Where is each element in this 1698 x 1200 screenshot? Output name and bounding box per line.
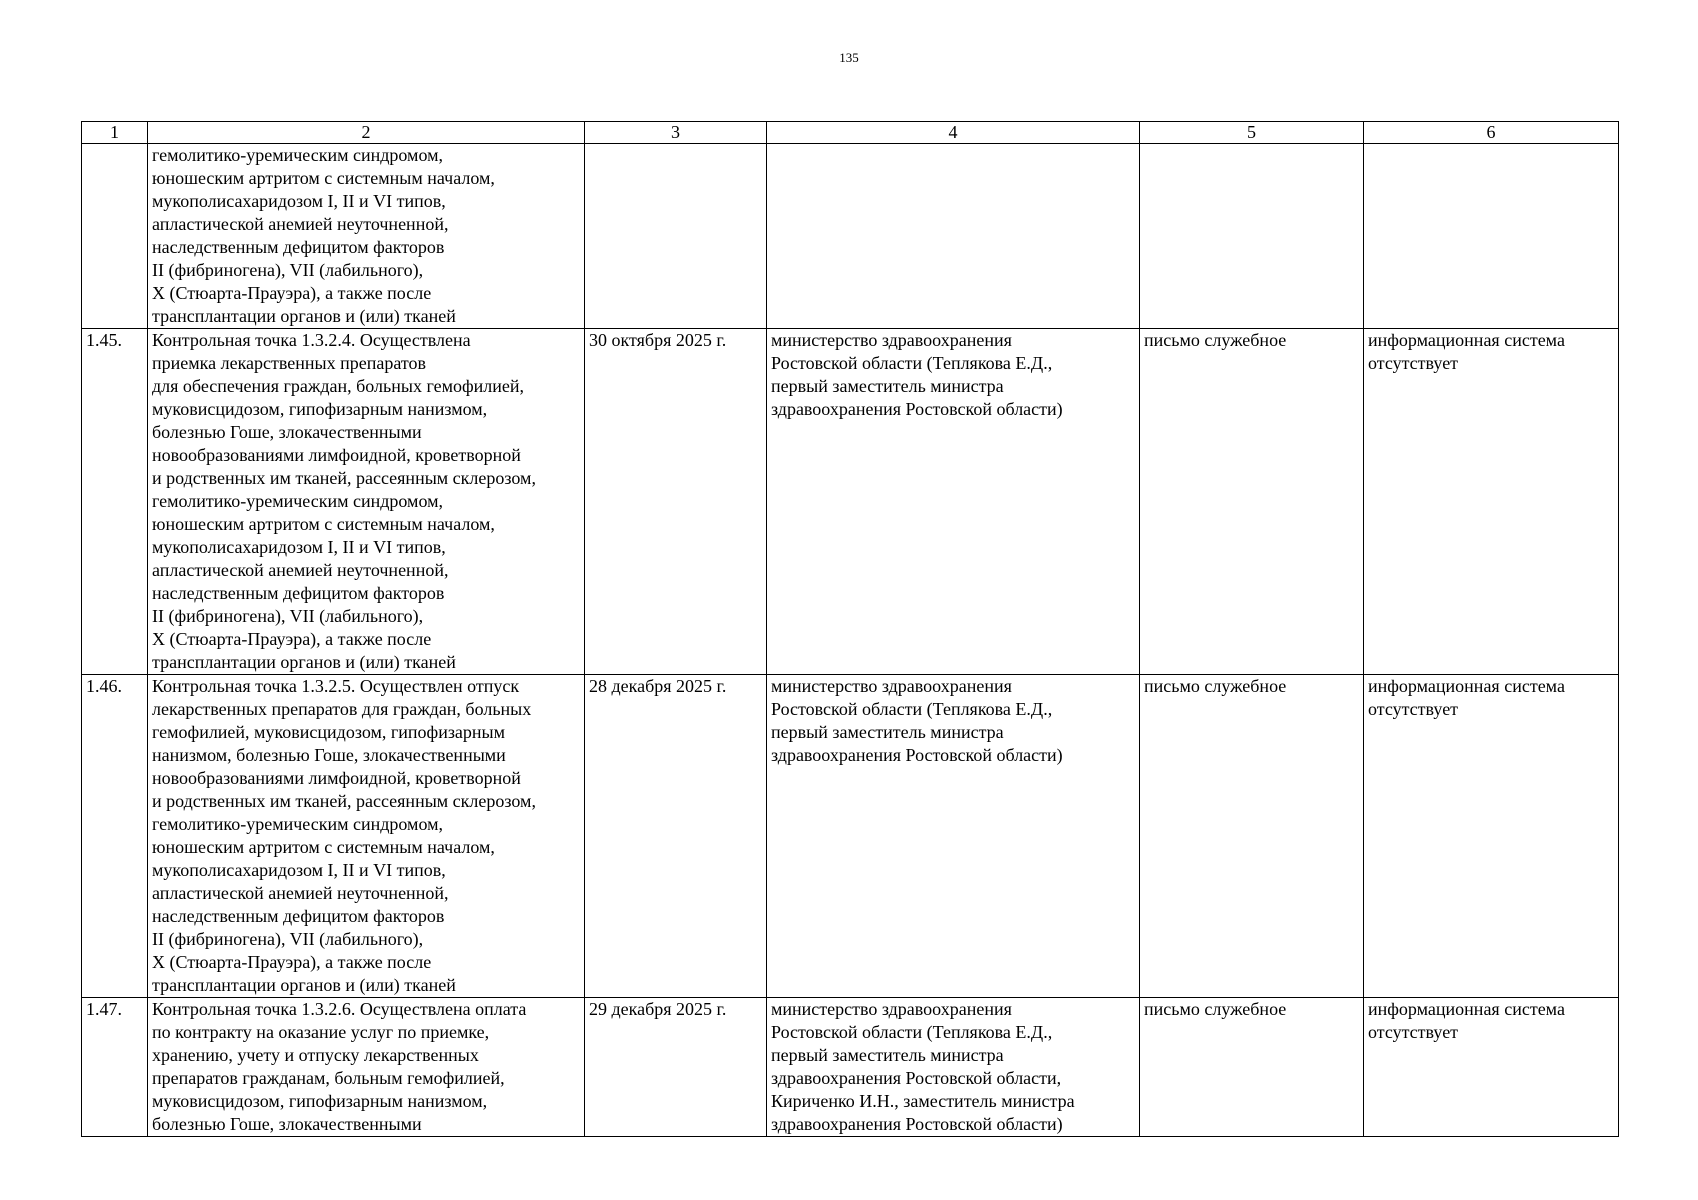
row-responsible — [767, 144, 1140, 329]
row-date: 29 декабря 2025 г. — [585, 998, 767, 1137]
row-description: гемолитико-уремическим синдромом, юношеским артритом с системным началом, мукополисахаридозом I, II и VI типов, апластической анемией неуточненной, наследственным дефицитом факторов II (фибриногена), VII (лабильного), X (Стюарта-Прауэра), а также после трансплантации органов и (или) тканей — [148, 144, 585, 329]
row-description: Контрольная точка 1.3.2.4. Осуществлена приемка лекарственных препаратов для обеспечения граждан, больных гемофилией, муковисцидозом, гипофизарным нанизмом, болезнью Гоше, злокачественными новообразованиями лимфоидной, кроветворной и родственных им тканей, рассеянным склерозом, гемолитико-уремическим синдромом, юношеским артритом с системным началом, мукополисахаридозом I, II и VI типов, апластической анемией неуточненной, наследственным дефицитом факторов II (фибриногена), VII (лабильного), X (Стюарта-Прауэра), а также после трансплантации органов и (или) тканей — [148, 329, 585, 675]
row-responsible: министерство здравоохранения Ростовской области (Теплякова Е.Д., первый заместитель министра здравоохранения Ростовской области) — [767, 329, 1140, 675]
row-date — [585, 144, 767, 329]
row-date: 30 октября 2025 г. — [585, 329, 767, 675]
table-body — [82, 144, 1619, 1137]
table-row — [82, 675, 1619, 998]
row-number: 1.45. — [82, 329, 148, 675]
row-number — [82, 144, 148, 329]
column-header-1: 1 — [82, 122, 148, 144]
row-responsible: министерство здравоохранения Ростовской области (Теплякова Е.Д., первый заместитель министра здравоохранения Ростовской области, Кириченко И.Н., заместитель министра здравоохранения Ростовской области) — [767, 998, 1140, 1137]
column-header-3: 3 — [585, 122, 767, 144]
column-header-2: 2 — [148, 122, 585, 144]
header-row — [82, 122, 1619, 144]
row-document — [1140, 144, 1364, 329]
plan-table — [81, 121, 1619, 1137]
column-header-6: 6 — [1364, 122, 1619, 144]
row-system — [1364, 144, 1619, 329]
table-header — [82, 122, 1619, 144]
table-row — [82, 144, 1619, 329]
row-date: 28 декабря 2025 г. — [585, 675, 767, 998]
row-system: информационная система отсутствует — [1364, 998, 1619, 1137]
row-document: письмо служебное — [1140, 675, 1364, 998]
table-row — [82, 329, 1619, 675]
column-header-4: 4 — [767, 122, 1140, 144]
row-number: 1.47. — [82, 998, 148, 1137]
row-responsible: министерство здравоохранения Ростовской области (Теплякова Е.Д., первый заместитель министра здравоохранения Ростовской области) — [767, 675, 1140, 998]
row-document: письмо служебное — [1140, 998, 1364, 1137]
row-description: Контрольная точка 1.3.2.6. Осуществлена оплата по контракту на оказание услуг по приемке, хранению, учету и отпуску лекарственных препаратов гражданам, больным гемофилией, муковисцидозом, гипофизарным нанизмом, болезнью Гоше, злокачественными — [148, 998, 585, 1137]
row-number: 1.46. — [82, 675, 148, 998]
row-system: информационная система отсутствует — [1364, 675, 1619, 998]
page-number: 135 — [839, 50, 859, 65]
table-row — [82, 998, 1619, 1137]
row-document: письмо служебное — [1140, 329, 1364, 675]
row-system: информационная система отсутствует — [1364, 329, 1619, 675]
row-description: Контрольная точка 1.3.2.5. Осуществлен отпуск лекарственных препаратов для граждан, больных гемофилией, муковисцидозом, гипофизарным нанизмом, болезнью Гоше, злокачественными новообразованиями лимфоидной, кроветворной и родственных им тканей, рассеянным склерозом, гемолитико-уремическим синдромом, юношеским артритом с системным началом, мукополисахаридозом I, II и VI типов, апластической анемией неуточненной, наследственным дефицитом факторов II (фибриногена), VII (лабильного), X (Стюарта-Прауэра), а также после трансплантации органов и (или) тканей — [148, 675, 585, 998]
column-header-5: 5 — [1140, 122, 1364, 144]
